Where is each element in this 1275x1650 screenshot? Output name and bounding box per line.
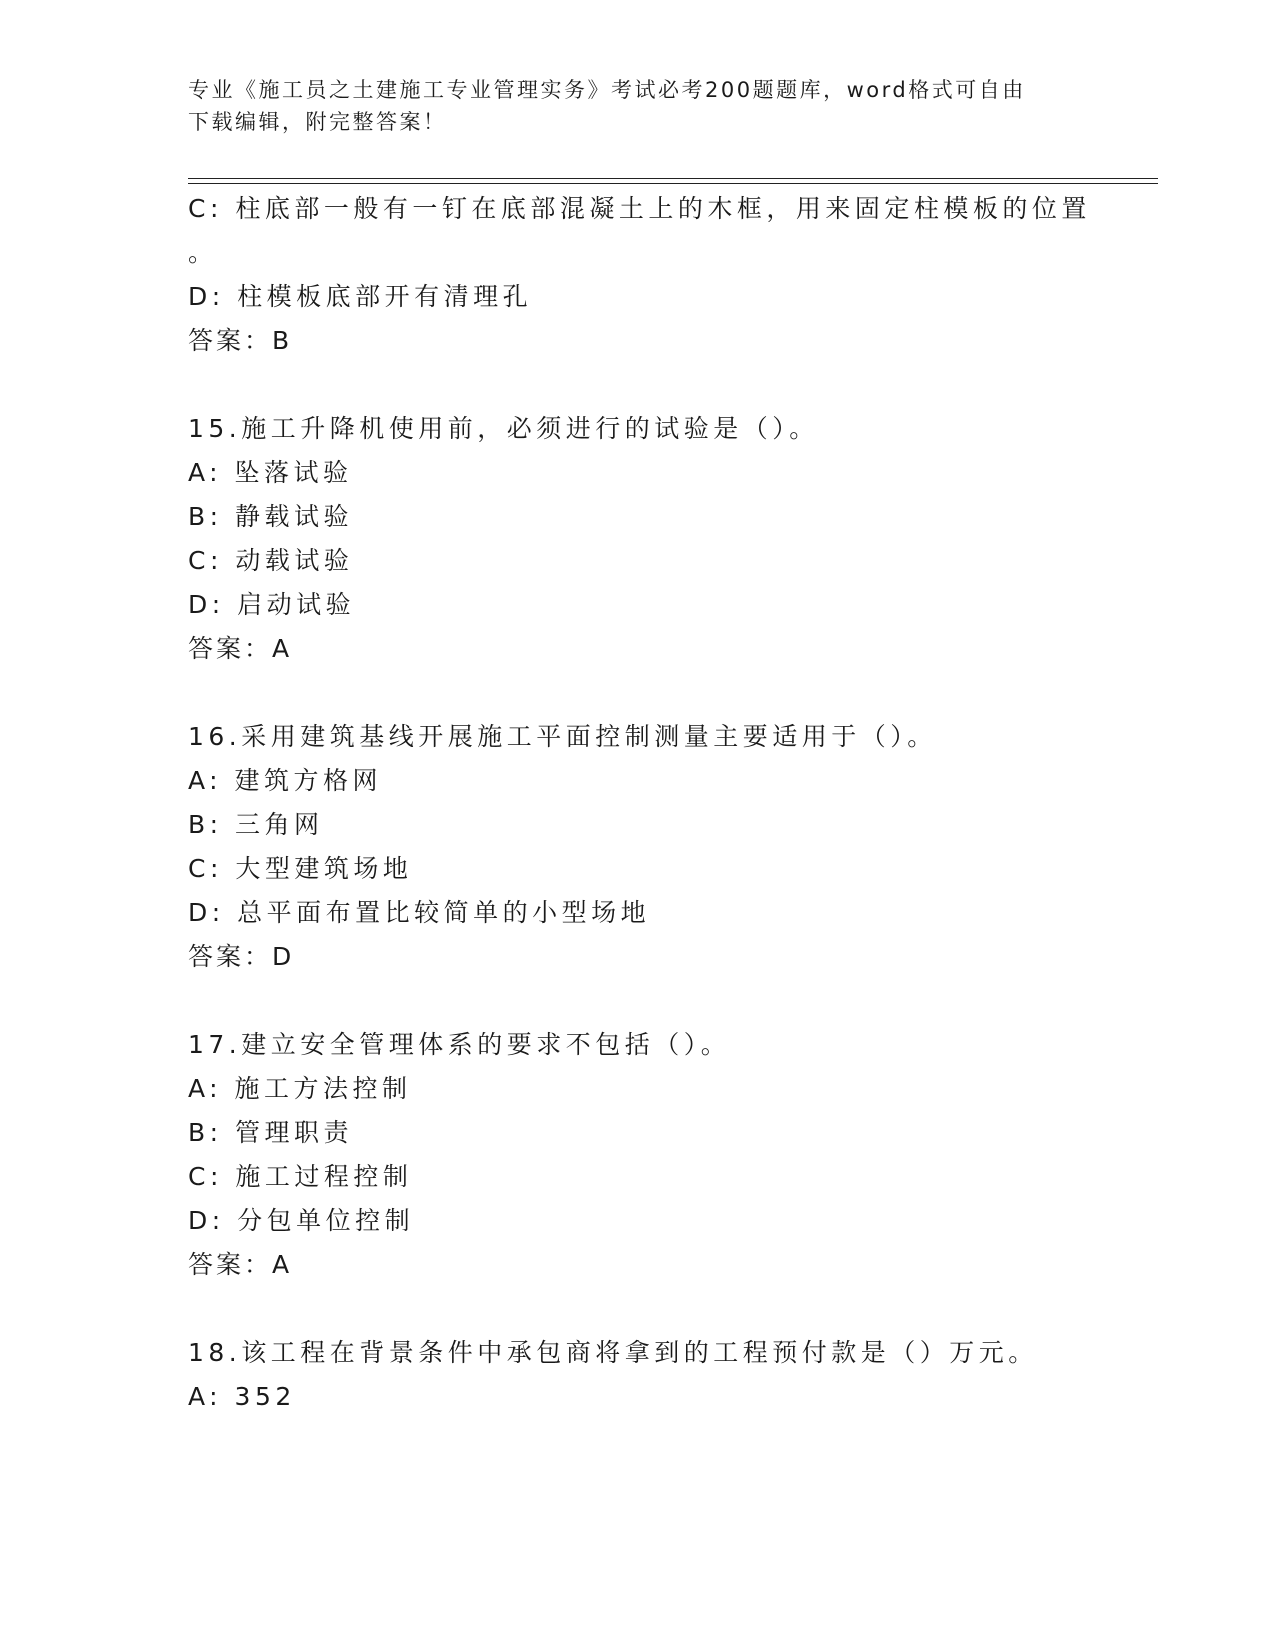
answer-line: 答案：B [188,326,293,355]
option-c: C: 大型建筑场地 [188,854,413,883]
option-a: A: 坠落试验 [188,458,353,487]
answer-line: 答案：D [188,942,295,971]
question-stem: 18.该工程在背景条件中承包商将拿到的工程预付款是（）万元。 [188,1338,1038,1367]
option-c-continuation: 。 [188,238,218,267]
option-b: B: 管理职责 [188,1118,354,1147]
option-a: A: 352 [188,1382,296,1411]
header-line-2: 下载编辑，附完整答案！ [188,110,447,134]
option-b: B: 静载试验 [188,502,354,531]
question-stem: 17.建立安全管理体系的要求不包括（）。 [188,1030,731,1059]
header-divider-bottom [188,183,1158,184]
header-divider-top [188,178,1158,179]
document-header [188,74,1068,138]
answer-line: 答案：A [188,634,293,663]
option-d: D: 分包单位控制 [188,1206,415,1235]
header-line-1: 专业《施工员之土建施工专业管理实务》考试必考200题题库，word格式可自由 [188,78,1026,102]
question-stem: 16.采用建筑基线开展施工平面控制测量主要适用于（）。 [188,722,937,751]
option-c: C: 动载试验 [188,546,354,575]
option-d: D: 启动试验 [188,590,356,619]
answer-line: 答案：A [188,1250,293,1279]
option-c: C: 施工过程控制 [188,1162,413,1191]
option-d: D: 柱模板底部开有清理孔 [188,282,533,311]
option-b: B: 三角网 [188,810,324,839]
option-c: C: 柱底部一般有一钉在底部混凝土上的木框，用来固定柱模板的位置 [188,194,1091,223]
question-stem: 15.施工升降机使用前，必须进行的试验是（）。 [188,414,819,443]
option-a: A: 建筑方格网 [188,766,383,795]
option-d: D: 总平面布置比较简单的小型场地 [188,898,651,927]
option-a: A: 施工方法控制 [188,1074,412,1103]
